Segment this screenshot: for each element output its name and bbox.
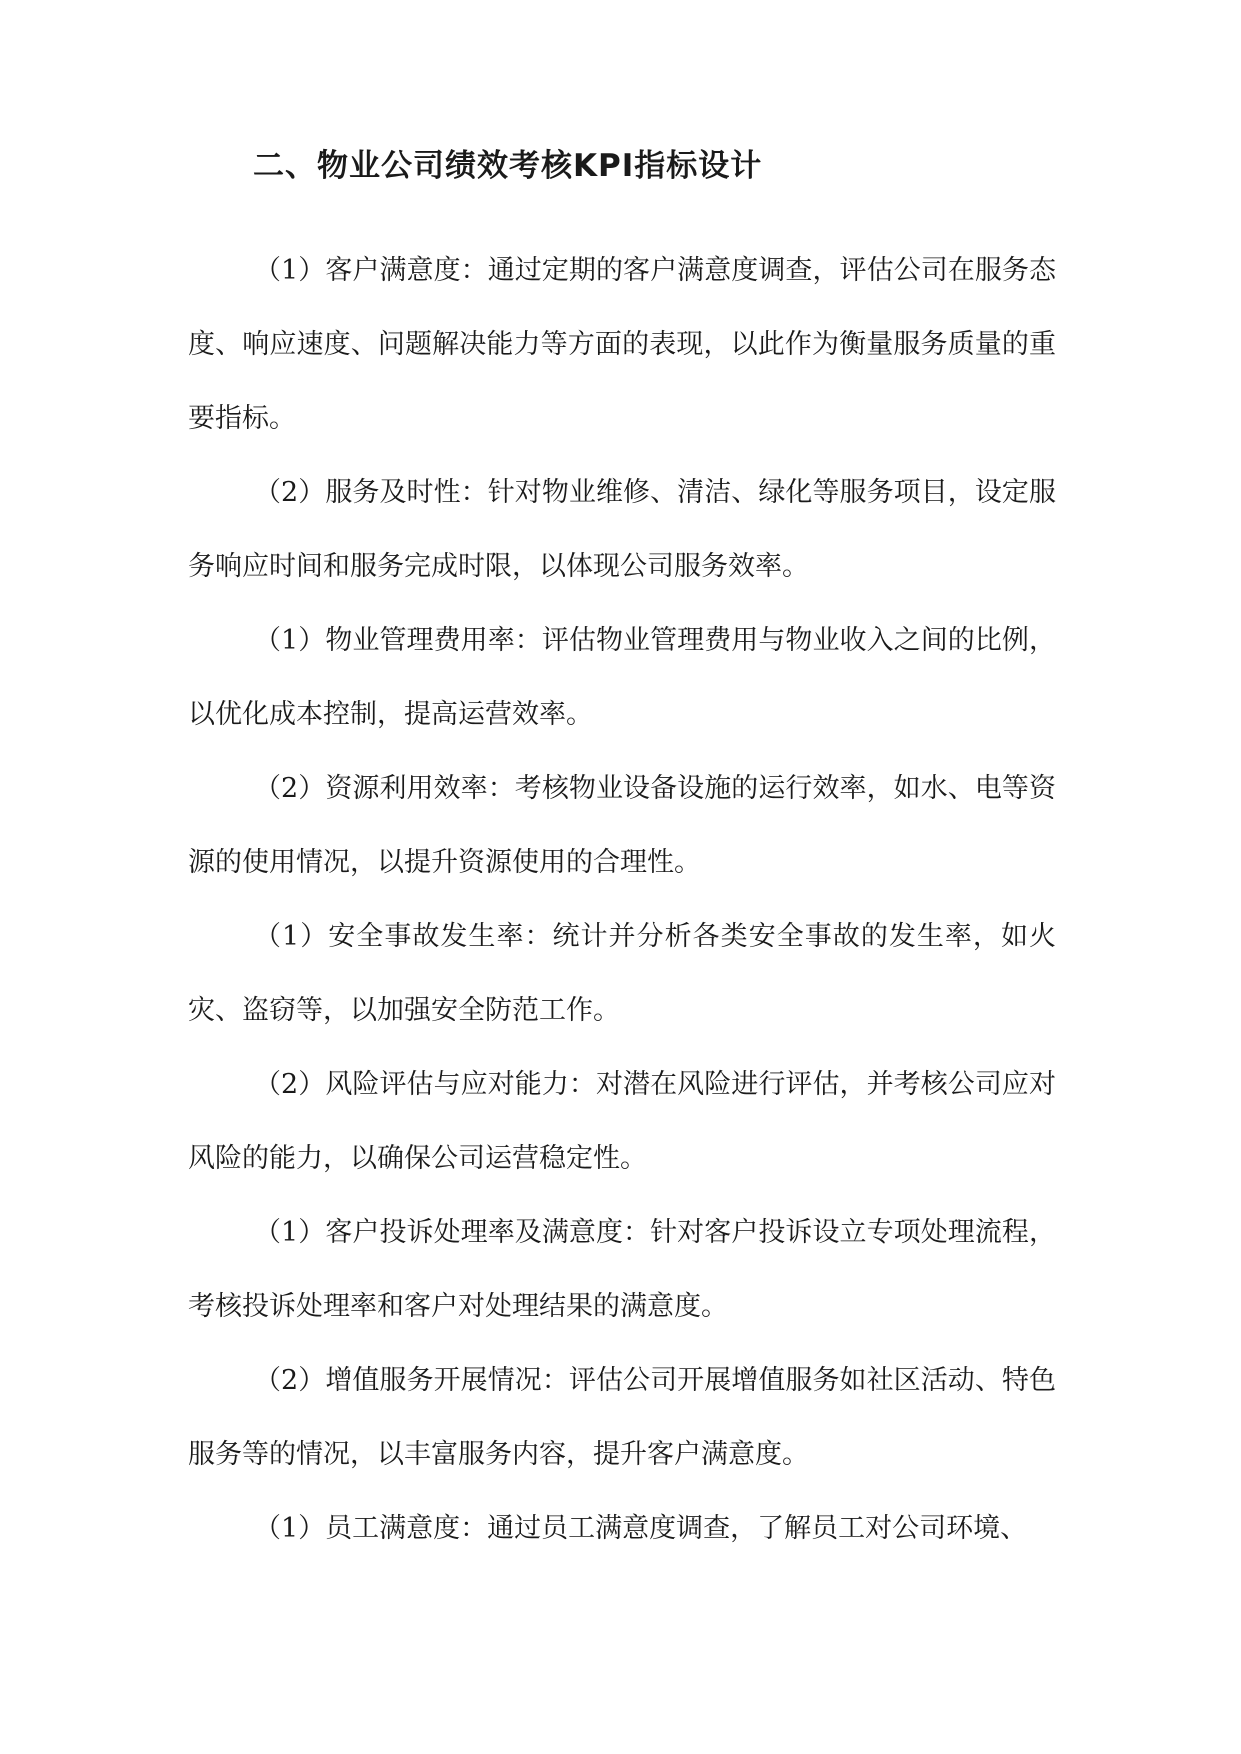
document-body [188, 234, 1056, 1566]
paragraph-employee-satisfaction: （1）员工满意度：通过员工满意度调查，了解员工对公司环境、 [254, 1513, 1028, 1544]
paragraph-complaint-handling: （1）客户投诉处理率及满意度：针对客户投诉设立专项处理流程，考核投诉处理率和客户对处理结果的满意度。 [188, 1217, 1056, 1322]
paragraph-risk-assessment: （2）风险评估与应对能力：对潜在风险进行评估，并考核公司应对风险的能力，以确保公司运营稳定性。 [188, 1069, 1056, 1174]
paragraph-safety-incident-rate: （1）安全事故发生率：统计并分析各类安全事故的发生率，如火灾、盗窃等，以加强安全防范工作。 [188, 921, 1056, 1026]
paragraph-value-added-services: （2）增值服务开展情况：评估公司开展增值服务如社区活动、特色服务等的情况，以丰富服务内容，提升客户满意度。 [188, 1365, 1056, 1470]
paragraph-service-timeliness: （2）服务及时性：针对物业维修、清洁、绿化等服务项目，设定服务响应时间和服务完成时限，以体现公司服务效率。 [188, 477, 1056, 582]
section-heading: 二、物业公司绩效考核KPI指标设计 [253, 148, 763, 184]
paragraph-customer-satisfaction: （1）客户满意度：通过定期的客户满意度调查，评估公司在服务态度、响应速度、问题解决能力等方面的表现，以此作为衡量服务质量的重要指标。 [188, 255, 1056, 434]
paragraph-management-cost-rate: （1）物业管理费用率：评估物业管理费用与物业收入之间的比例，以优化成本控制，提高运营效率。 [188, 625, 1056, 730]
paragraph-resource-efficiency: （2）资源利用效率：考核物业设备设施的运行效率，如水、电等资源的使用情况，以提升资源使用的合理性。 [188, 773, 1056, 878]
